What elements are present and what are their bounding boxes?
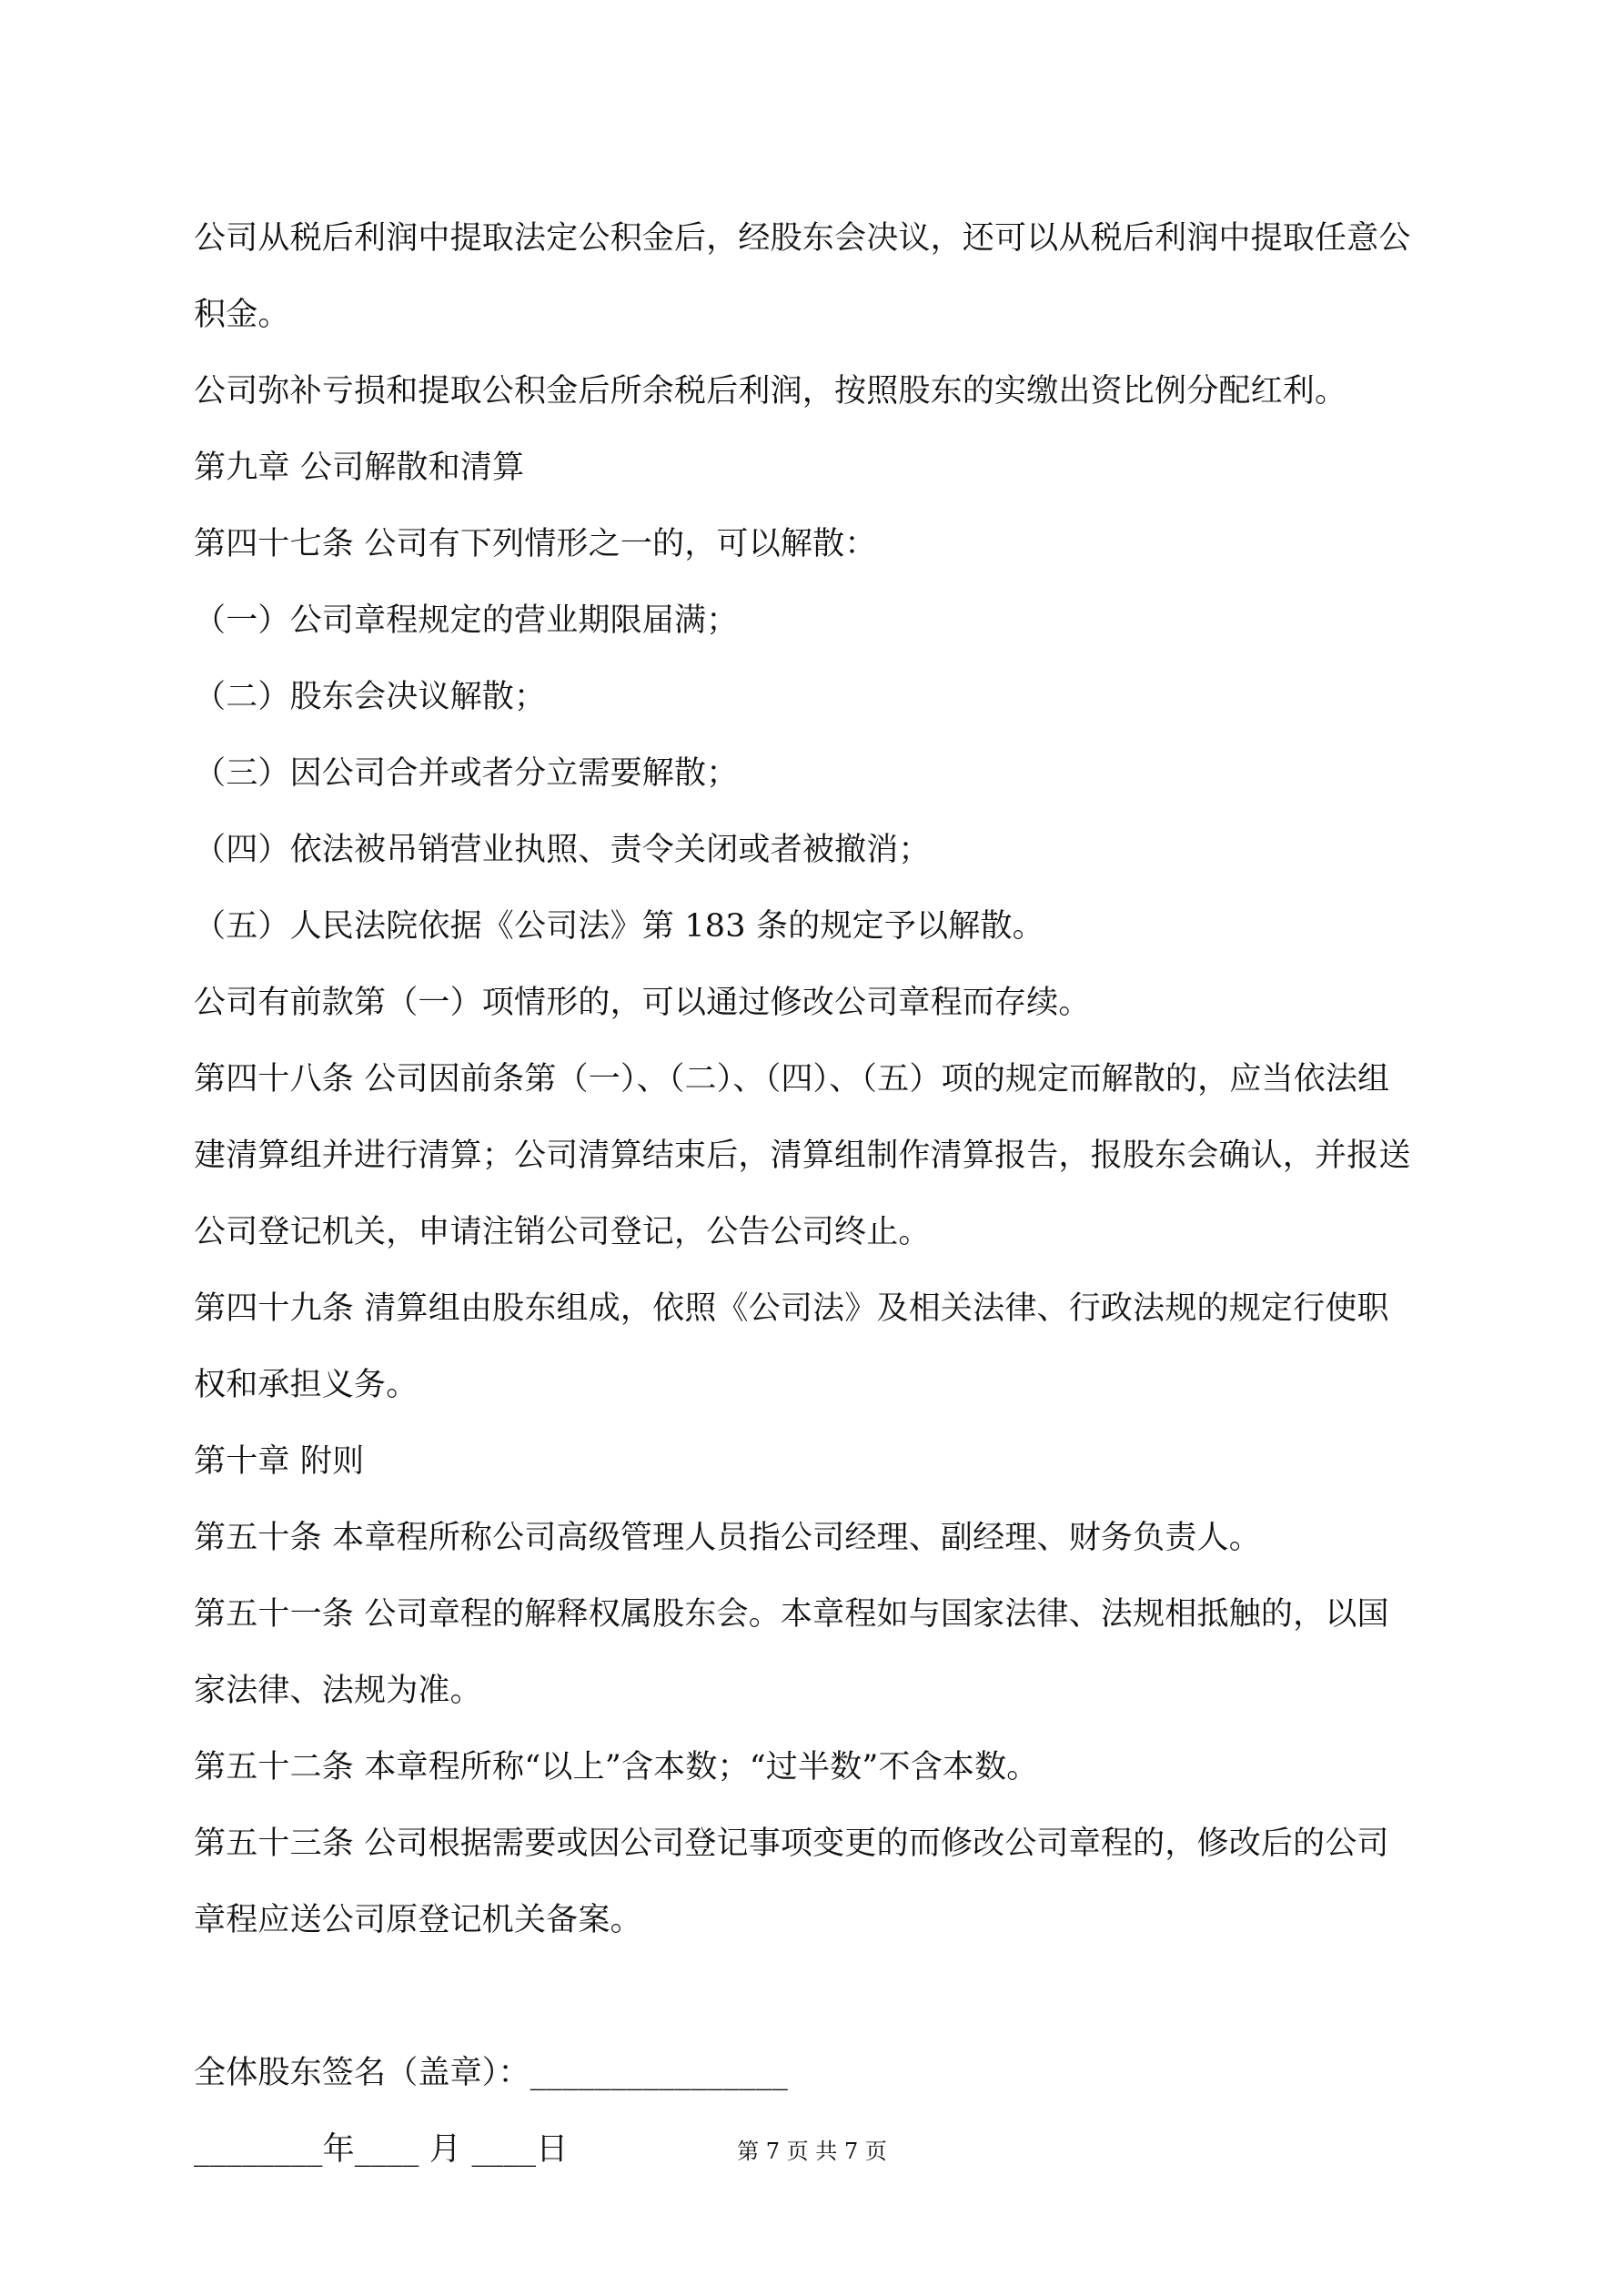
blank-line [194,1958,1438,2035]
signature-line: 全体股东签名（盖章）：________________ [194,2055,788,2091]
list-item: （五）人民法院依据《公司法》第 183 条的规定予以解散。 [194,908,1044,945]
text-line: 章程应送公司原登记机关备案。 [194,1902,642,1938]
article-line: 第四十九条 清算组由股东组成，依照《公司法》及相关法律、行政法规的规定行使职 [194,1290,1389,1327]
page-footer: 第 7 页 共 7 页 [737,2139,887,2164]
list-item: （一）公司章程规定的营业期限届满； [194,602,739,639]
list-item: （二）股东会决议解散； [194,679,547,715]
article-line: 第五十条 本章程所称公司高级管理人员指公司经理、副经理、财务负责人。 [194,1520,1261,1556]
text-line: 公司登记机关，申请注销公司登记，公告公司终止。 [194,1214,931,1250]
text-line: 建清算组并进行清算；公司清算结束后，清算组制作清算报告，报股东会确认，并报送 [194,1138,1411,1174]
text-line: 公司弥补亏损和提取公积金后所余税后利润，按照股东的实缴出资比例分配红利。 [194,373,1347,410]
article-line: 第五十三条 公司根据需要或因公司登记事项变更的而修改公司章程的，修改后的公司 [194,1826,1389,1862]
text-line: 家法律、法规为准。 [194,1673,482,1709]
document-body [194,200,1438,2188]
article-line: 第四十八条 公司因前条第（一）、（二）、（四）、（五）项的规定而解散的，应当依法组 [194,1061,1390,1097]
text-line: 公司有前款第（一）项情形的，可以通过修改公司章程而存续。 [194,985,1091,1021]
article-line: 第五十一条 公司章程的解释权属股东会。本章程如与国家法律、法规相抵触的，以国 [194,1596,1389,1633]
list-item: （三）因公司合并或者分立需要解散； [194,755,739,792]
text-line: 权和承担义务。 [194,1367,419,1403]
text-line: 公司从税后利润中提取法定公积金后，经股东会决议，还可以从税后利润中提取任意公 [194,220,1411,257]
list-item: （四）依法被吊销营业执照、责令关闭或者被撤消； [194,832,931,868]
text-line: 积金。 [194,297,290,333]
chapter-heading: 第十章 附则 [194,1443,365,1480]
date-line: ________年____ 月 ____日 [194,2131,569,2168]
article-line: 第五十二条 本章程所称“以上”含本数；“过半数”不含本数。 [194,1749,1039,1785]
chapter-heading: 第九章 公司解散和清算 [194,450,525,486]
article-line: 第四十七条 公司有下列情形之一的，可以解散： [194,526,877,562]
